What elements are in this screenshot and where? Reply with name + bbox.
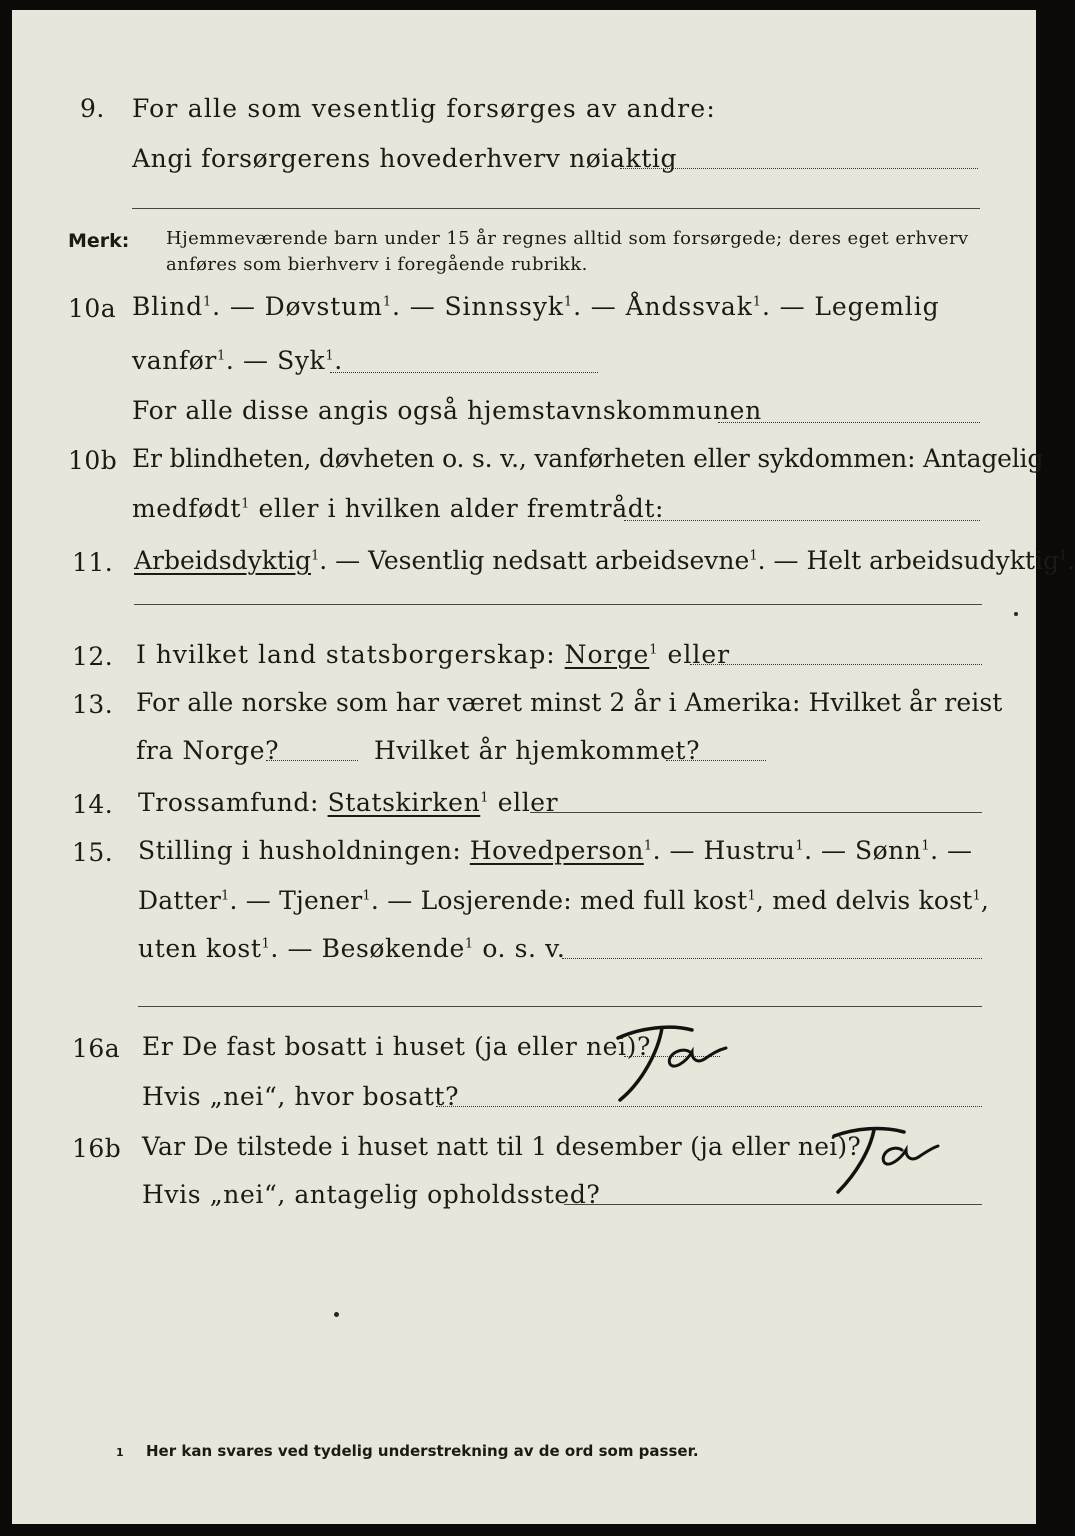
q9-answer-line[interactable] (620, 168, 978, 169)
q10a-hjemstavn-label: For alle disse angis også hjemstavnskommunen (132, 396, 762, 425)
option-vesentlig-nedsatt[interactable]: Vesentlig nedsatt arbeidsevne (368, 546, 750, 575)
q10a-options-line1: Blind$^1$. — Døvstum$^1$. — Sinnssyk$^1$. — Åndssvak$^1$. — Legemlig (132, 292, 940, 321)
ink-speck (1014, 612, 1018, 616)
option-helt-udyktig[interactable]: Helt arbeidsudyktig (806, 546, 1059, 575)
q15-number: 15. (72, 838, 114, 867)
q16b-opholdssted-label: Hvis „nei“, antagelig opholdssted? (142, 1180, 601, 1209)
q9-hovederhverv-label: Angi forsørgerens hovederhverv nøiaktig (132, 144, 678, 173)
q15-answer-line[interactable] (562, 958, 982, 959)
q10a-options-line2: vanfør$^1$. — Syk$^1$. (132, 346, 343, 375)
option-datter[interactable]: Datter (138, 886, 221, 915)
merk-label: Merk: (68, 230, 130, 252)
q16a-handwritten-answer[interactable] (600, 1018, 740, 1132)
census-form-page (12, 10, 1075, 1524)
q13-question: For alle norske som har været minst 2 år i Amerika: Hvilket år reist (136, 688, 1003, 717)
q13-fra-norge-answer-line[interactable] (266, 760, 358, 761)
option-arbeidsdyktig-underlined[interactable]: Arbeidsdyktig (134, 546, 311, 575)
option-hustru[interactable]: Hustru (703, 836, 796, 865)
q16b-question: Var De tilstede i huset natt til 1 desember (ja eller nei)? (142, 1132, 861, 1161)
q14-answer-rule[interactable] (530, 812, 982, 813)
option-losjerende-full-kost[interactable]: Losjerende: med full kost (420, 886, 748, 915)
q10b-question: Er blindheten, døvheten o. s. v., vanførheten eller sykdommen: Antagelig (132, 444, 1044, 473)
q10b-line2: medfødt$^1$ eller i hvilken alder fremtrådt: (132, 494, 664, 523)
footnote-text: Her kan svares ved tydelig understrekning av de ord som passer. (146, 1442, 699, 1460)
q9-question: For alle som vesentlig forsørges av andre: (132, 94, 716, 123)
q13-hjemkommet-answer-line[interactable] (666, 760, 766, 761)
merk-note-line1: Hjemmeværende barn under 15 år regnes alltid som forsørgede; deres eget erhverv (166, 228, 969, 249)
option-syk[interactable]: Syk (277, 346, 326, 375)
ink-speck (334, 1312, 339, 1317)
q10b-number: 10b (68, 446, 118, 475)
option-legemlig[interactable]: Legemlig (814, 292, 940, 321)
option-uten-kost[interactable]: uten kost (138, 934, 262, 963)
q16b-answer-rule[interactable] (564, 1204, 982, 1205)
q9-answer-rule[interactable] (132, 208, 980, 209)
option-medfodt[interactable]: medfødt (132, 494, 242, 523)
q10a-syk-answer-line[interactable] (330, 372, 598, 373)
option-delvis-kost[interactable]: med delvis kost (772, 886, 973, 915)
q10a-hjemstavn-answer-line[interactable] (718, 422, 980, 423)
option-blind[interactable]: Blind (132, 292, 203, 321)
q12-number: 12. (72, 642, 114, 671)
option-sonn[interactable]: Sønn (854, 836, 922, 865)
q13-hjemkommet-label: Hvilket år hjemkommet? (374, 736, 701, 765)
q12-line: I hvilket land statsborgerskap: Norge$^1$ eller (136, 640, 731, 669)
option-sinnssyk[interactable]: Sinnssyk (444, 292, 564, 321)
option-vanfor[interactable]: vanfør (132, 346, 217, 375)
q15-line1: Stilling i husholdningen: Hovedperson$^1$. — Hustru$^1$. — Sønn$^1$. — (138, 836, 973, 865)
option-besokende[interactable]: Besøkende (321, 934, 465, 963)
q16a-bosatt-answer-line[interactable] (436, 1106, 982, 1107)
option-statskirken-underlined[interactable]: Statskirken (327, 788, 481, 817)
q11-answer-rule[interactable] (134, 604, 982, 605)
option-tjener[interactable]: Tjener (279, 886, 363, 915)
q10b-answer-line[interactable] (624, 520, 980, 521)
q9-number: 9. (80, 94, 105, 123)
q15-line3: uten kost$^1$. — Besøkende$^1$ o. s. v. (138, 934, 566, 963)
q11-number: 11. (72, 548, 114, 577)
merk-note-line2: anføres som bierhverv i foregående rubrikk. (166, 254, 588, 275)
option-norge-underlined[interactable]: Norge (564, 640, 650, 669)
q16b-handwritten-answer[interactable] (820, 1122, 950, 1216)
q16a-bosatt-label: Hvis „nei“, hvor bosatt? (142, 1082, 460, 1111)
q13-number: 13. (72, 690, 114, 719)
q16a-number: 16a (72, 1034, 121, 1063)
option-dovstum[interactable]: Døvstum (264, 292, 383, 321)
q15-answer-rule[interactable] (138, 1006, 982, 1007)
q16b-number: 16b (72, 1134, 122, 1163)
q14-number: 14. (72, 790, 114, 819)
option-andssvak[interactable]: Åndssvak (625, 292, 753, 321)
q16a-question: Er De fast bosatt i huset (ja eller nei)? (142, 1032, 651, 1061)
q13-fra-norge-label: fra Norge? (136, 736, 280, 765)
option-hovedperson-underlined[interactable]: Hovedperson (469, 836, 644, 865)
q12-answer-line[interactable] (690, 664, 982, 665)
q15-line2: Datter$^1$. — Tjener$^1$. — Losjerende: med full kost$^1$, med delvis kost$^1$, (138, 886, 990, 915)
q10a-number: 10a (68, 294, 117, 323)
footnote-mark: 1 (116, 1446, 124, 1459)
q14-line: Trossamfund: Statskirken$^1$ eller (138, 788, 559, 817)
q11-options: Arbeidsdyktig$^1$. — Vesentlig nedsatt arbeidsevne$^1$. — Helt arbeidsudyktig$^1$. (134, 546, 1075, 575)
